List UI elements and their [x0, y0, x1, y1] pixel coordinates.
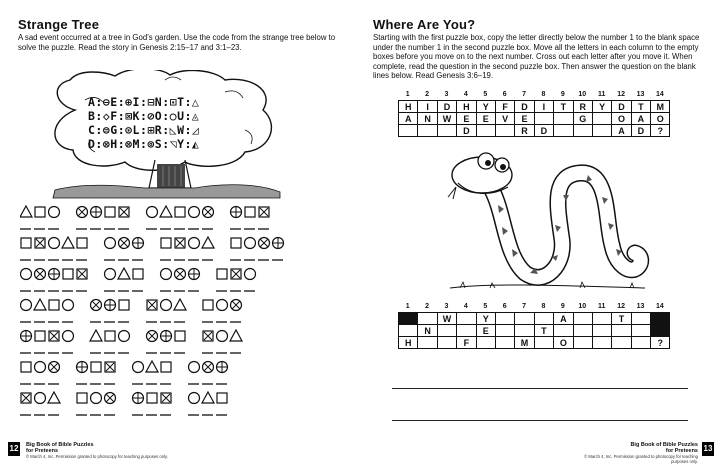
- cipher-symbol: [35, 393, 46, 404]
- cipher-symbol: [119, 331, 130, 342]
- cipher-symbol: [189, 207, 200, 218]
- column-number: 10: [578, 91, 587, 98]
- cipher-symbol-mark: [78, 270, 86, 278]
- column-number: 6: [502, 91, 507, 98]
- grid-cell[interactable]: [457, 325, 476, 337]
- grid-cell[interactable]: R: [515, 125, 534, 137]
- grid-cell[interactable]: [418, 337, 437, 349]
- grid-cell[interactable]: [554, 125, 573, 137]
- grid-cell[interactable]: [631, 313, 650, 325]
- grid-cell[interactable]: [476, 125, 495, 137]
- grid-cell[interactable]: D: [457, 125, 476, 137]
- grid-cell[interactable]: F: [495, 101, 514, 113]
- cipher-symbol: [245, 269, 256, 280]
- grid-cell[interactable]: [515, 313, 534, 325]
- cipher-symbol: [63, 331, 74, 342]
- grid-row: [399, 325, 670, 337]
- grid-cell[interactable]: H: [457, 101, 476, 113]
- cipher-symbol-mark: [36, 270, 44, 278]
- cipher-symbol: [105, 207, 115, 217]
- right-page: [360, 0, 720, 467]
- grid-cell[interactable]: [515, 325, 534, 337]
- grid-cell[interactable]: T: [612, 313, 631, 325]
- cipher-symbol-mark: [204, 363, 212, 371]
- page-number: 12: [8, 442, 20, 456]
- grid-cell[interactable]: V: [495, 113, 514, 125]
- column-number: 6: [502, 303, 507, 310]
- grid-cell[interactable]: [495, 325, 514, 337]
- where-are-you-instructions: Starting with the first puzzle box, copy the letter directly below the number 1 to the blank space under the number 1 in the second puzzle box. Move all the letters in each column to the empty boxes before you move on to the next number. Cross out each letter after you move it. When complete, read the question in the second puzzle box. Then answer the question on the blank lines below. Read Genesis 3:6–19.: [373, 33, 700, 81]
- footer-subtitle: for Preteens: [665, 448, 698, 454]
- cipher-row: [20, 360, 340, 388]
- column-number: 7: [522, 91, 527, 98]
- cipher-symbol: [217, 331, 228, 342]
- cipher-symbol: [91, 362, 101, 372]
- cipher-symbol: [217, 269, 227, 279]
- grid-cell[interactable]: [495, 313, 514, 325]
- grid-cell[interactable]: [418, 313, 437, 325]
- grid-cell[interactable]: D: [534, 125, 553, 137]
- cipher-symbol: [147, 393, 157, 403]
- grid-cell[interactable]: [592, 125, 611, 137]
- grid-cell[interactable]: D: [437, 101, 456, 113]
- cipher-row: [20, 329, 340, 357]
- cipher-symbol: [62, 237, 74, 248]
- cipher-symbol-mark: [36, 239, 44, 247]
- cipher-symbol: [21, 269, 32, 280]
- column-number: 5: [483, 303, 488, 310]
- cipher-symbol: [175, 331, 185, 341]
- column-number: 14: [655, 91, 664, 98]
- grid-cell[interactable]: N: [418, 113, 437, 125]
- cipher-row: [20, 205, 340, 233]
- cipher-symbol-mark: [176, 270, 184, 278]
- grid-cell[interactable]: I: [418, 101, 437, 113]
- grid-cell[interactable]: Y: [476, 101, 495, 113]
- grid-cell: [651, 325, 670, 337]
- cipher-symbol-mark: [22, 394, 30, 402]
- column-number: 8: [541, 303, 546, 310]
- footer-fine-print: © March 4, Inc. Permission granted to photocopy for teaching purposes only.: [26, 454, 168, 459]
- grid-cell: [399, 313, 418, 325]
- cipher-symbol: [231, 238, 241, 248]
- cipher-symbol: [161, 269, 172, 280]
- cipher-symbol: [63, 300, 74, 311]
- grid-cell[interactable]: [573, 325, 592, 337]
- cipher-symbol: [245, 207, 255, 217]
- cipher-symbol: [245, 238, 256, 249]
- grid-cell[interactable]: [495, 125, 514, 137]
- cipher-symbol: [203, 300, 213, 310]
- cipher-symbol: [91, 393, 102, 404]
- answer-line[interactable]: [392, 420, 688, 421]
- grid-cell[interactable]: T: [534, 325, 553, 337]
- grid-cell[interactable]: W: [437, 113, 456, 125]
- column-number: 13: [636, 91, 645, 98]
- grid-cell[interactable]: [592, 337, 611, 349]
- cipher-symbol: [90, 330, 102, 341]
- column-number: 4: [463, 303, 468, 310]
- grid-cell[interactable]: [534, 313, 553, 325]
- grid-cell[interactable]: A: [554, 313, 573, 325]
- grid-cell[interactable]: T: [631, 101, 650, 113]
- cipher-symbol: [49, 238, 60, 249]
- grid-cell[interactable]: [534, 337, 553, 349]
- column-number: 7: [522, 303, 527, 310]
- grid-row: [399, 337, 670, 349]
- column-number: 10: [578, 303, 587, 310]
- page-title-strange-tree: Strange Tree: [18, 17, 100, 32]
- cipher-symbol-mark: [148, 332, 156, 340]
- cipher-symbol: [133, 269, 143, 279]
- cipher-symbol-mark: [120, 208, 128, 216]
- cipher-symbol: [21, 238, 31, 248]
- cipher-symbol: [133, 362, 144, 373]
- grid-cell[interactable]: Y: [476, 313, 495, 325]
- column-number: 12: [617, 91, 625, 98]
- cipher-symbol: [35, 207, 45, 217]
- cipher-symbol: [20, 206, 32, 217]
- cipher-symbol: [49, 207, 60, 218]
- cipher-symbol-mark: [232, 301, 240, 309]
- cipher-symbol: [77, 238, 87, 248]
- page-title-where-are-you: Where Are You?: [373, 17, 476, 32]
- cipher-symbol: [118, 268, 130, 279]
- grid-cell[interactable]: [631, 337, 650, 349]
- footer-fine-print: © March 4, Inc. Permission granted to photocopy for teaching purposes only.: [584, 454, 698, 464]
- cipher-symbol-mark: [106, 394, 114, 402]
- cipher-row: [20, 267, 340, 295]
- cipher-symbol: [147, 207, 158, 218]
- column-number: 9: [560, 303, 565, 310]
- cipher-symbol-mark: [260, 239, 268, 247]
- cipher-symbol: [160, 206, 172, 217]
- column-number: 14: [655, 303, 664, 310]
- cipher-row: [20, 298, 340, 326]
- grid-cell[interactable]: [457, 313, 476, 325]
- grid-cell: [651, 313, 670, 325]
- grid-cell[interactable]: W: [437, 313, 456, 325]
- cipher-symbol: [35, 362, 46, 373]
- cipher-symbol: [34, 299, 46, 310]
- cipher-symbol: [63, 269, 73, 279]
- grid-cell[interactable]: D: [612, 101, 631, 113]
- cipher-symbol-mark: [232, 270, 240, 278]
- column-number: 2: [425, 303, 430, 310]
- grid-cell[interactable]: [554, 113, 573, 125]
- cipher-symbol-mark: [204, 332, 212, 340]
- grid-cell[interactable]: O: [651, 113, 670, 125]
- column-number: 11: [597, 91, 606, 98]
- cipher-row: [20, 236, 340, 264]
- grid-cell[interactable]: [573, 337, 592, 349]
- grid-cell[interactable]: [437, 125, 456, 137]
- column-numbers-bottom: [398, 303, 670, 312]
- grid-cell[interactable]: [437, 337, 456, 349]
- cipher-symbol: [146, 361, 158, 372]
- cipher-symbol: [174, 299, 186, 310]
- code-key-row: C:⊜G:⊙L:⊞R:◺W:◿: [88, 123, 200, 137]
- grid-cell[interactable]: H: [399, 337, 418, 349]
- left-footer: [8, 442, 208, 462]
- grid-cell[interactable]: O: [554, 337, 573, 349]
- grid-cell[interactable]: ?: [651, 337, 670, 349]
- grid-cell[interactable]: E: [457, 113, 476, 125]
- column-number: 1: [405, 91, 410, 98]
- footer-title: Big Book of Bible Puzzles: [630, 442, 698, 448]
- column-numbers-top: [398, 91, 670, 100]
- column-number: 2: [425, 91, 430, 98]
- column-number: 3: [444, 303, 449, 310]
- grid-cell[interactable]: A: [631, 113, 650, 125]
- grid-cell[interactable]: N: [418, 325, 437, 337]
- footer-title: Big Book of Bible Puzzles: [26, 442, 94, 448]
- code-key-row: A:⊖E:⊕I:⊟N:⊡T:△: [88, 95, 200, 109]
- cipher-symbol: [230, 330, 242, 341]
- cipher-symbol: [175, 207, 185, 217]
- cipher-symbol: [202, 237, 214, 248]
- grid-cell[interactable]: [495, 337, 514, 349]
- top-puzzle-grid: [398, 100, 670, 137]
- cipher-symbol: [217, 393, 227, 403]
- cipher-symbol: [217, 300, 228, 311]
- grid-cell[interactable]: [476, 337, 495, 349]
- code-key: [88, 95, 199, 151]
- strange-tree-instructions: A sad event occurred at a tree in God’s garden. Use the code from the strange tree below to solve the puzzle. Read the story in Genesis 2:15–17 and 3:1–23.: [18, 33, 336, 52]
- grid-cell[interactable]: [592, 313, 611, 325]
- cipher-symbol-mark: [148, 301, 156, 309]
- cipher-symbol-mark: [106, 363, 114, 371]
- cipher-symbol: [189, 362, 200, 373]
- grid-row: [399, 125, 670, 137]
- grid-cell[interactable]: T: [554, 101, 573, 113]
- code-key-row: D:⊗H:⊗M:⊚S:◹Y:◭: [88, 137, 200, 151]
- cipher-symbol: [202, 392, 214, 403]
- grid-cell[interactable]: [399, 125, 418, 137]
- grid-row: [399, 101, 670, 113]
- grid-cell[interactable]: [592, 325, 611, 337]
- cipher-symbol-mark: [204, 208, 212, 216]
- grid-cell[interactable]: [534, 113, 553, 125]
- grid-cell[interactable]: [573, 125, 592, 137]
- grid-cell[interactable]: E: [515, 113, 534, 125]
- cipher-symbol-mark: [176, 239, 184, 247]
- grid-cell[interactable]: D: [631, 125, 650, 137]
- cipher-symbol: [21, 300, 32, 311]
- cipher-symbol-mark: [92, 301, 100, 309]
- grid-cell[interactable]: ?: [651, 125, 670, 137]
- grid-cell[interactable]: M: [651, 101, 670, 113]
- snake-illustration: [430, 145, 660, 295]
- cipher-symbol: [161, 362, 171, 372]
- grid-cell[interactable]: [573, 313, 592, 325]
- grid-cell[interactable]: I: [534, 101, 553, 113]
- grid-cell[interactable]: [399, 325, 418, 337]
- grid-cell[interactable]: H: [399, 101, 418, 113]
- cipher-row: [20, 391, 340, 419]
- cipher-symbol: [105, 238, 116, 249]
- footer-subtitle: for Preteens: [26, 448, 59, 454]
- answer-line[interactable]: [392, 388, 688, 389]
- grid-cell[interactable]: E: [476, 113, 495, 125]
- cipher-symbol-mark: [162, 394, 170, 402]
- cipher-symbol: [35, 331, 45, 341]
- grid-cell[interactable]: [437, 325, 456, 337]
- column-number: 9: [560, 91, 565, 98]
- bottom-puzzle-grid: [398, 312, 670, 349]
- cipher-symbol: [48, 392, 60, 403]
- grid-cell[interactable]: A: [399, 113, 418, 125]
- cipher-symbol: [161, 238, 171, 248]
- grid-cell[interactable]: D: [515, 101, 534, 113]
- grid-cell[interactable]: F: [457, 337, 476, 349]
- cipher-symbol: [189, 238, 200, 249]
- grid-cell[interactable]: R: [573, 101, 592, 113]
- grid-cell[interactable]: O: [612, 113, 631, 125]
- grid-cell[interactable]: E: [476, 325, 495, 337]
- cipher-symbol: [49, 300, 59, 310]
- column-number: 12: [617, 303, 625, 310]
- code-key-row: B:◇F:⊠K:⊘O:○U:◬: [88, 109, 200, 123]
- grid-cell[interactable]: Y: [592, 101, 611, 113]
- grid-cell[interactable]: A: [612, 125, 631, 137]
- grid-cell[interactable]: G: [573, 113, 592, 125]
- column-number: 11: [597, 303, 606, 310]
- column-number: 4: [463, 91, 468, 98]
- cipher-symbol-mark: [78, 208, 86, 216]
- column-number: 8: [541, 91, 546, 98]
- cipher-symbol: [105, 331, 115, 341]
- column-number: 3: [444, 91, 449, 98]
- cipher-symbol: [105, 269, 116, 280]
- cipher-symbol-mark: [260, 208, 268, 216]
- cipher-symbol-mark: [50, 363, 58, 371]
- grid-cell[interactable]: [592, 113, 611, 125]
- cipher-symbol: [189, 393, 200, 404]
- grid-cell[interactable]: [554, 325, 573, 337]
- right-footer: [582, 442, 714, 462]
- grid-cell[interactable]: [418, 125, 437, 137]
- grid-row: [399, 113, 670, 125]
- column-number: 1: [405, 303, 410, 310]
- cipher-symbol: [77, 393, 87, 403]
- grid-cell[interactable]: M: [515, 337, 534, 349]
- grid-cell[interactable]: [631, 325, 650, 337]
- column-number: 5: [483, 91, 488, 98]
- grid-row: [399, 313, 670, 325]
- grid-cell[interactable]: [612, 337, 631, 349]
- page-number: 13: [702, 442, 714, 456]
- cipher-symbol: [161, 300, 172, 311]
- column-number: 13: [636, 303, 645, 310]
- cipher-symbol: [119, 300, 129, 310]
- cipher-symbol-mark: [120, 239, 128, 247]
- grid-cell[interactable]: [612, 325, 631, 337]
- cipher-symbol: [21, 362, 31, 372]
- cipher-symbol-mark: [50, 332, 58, 340]
